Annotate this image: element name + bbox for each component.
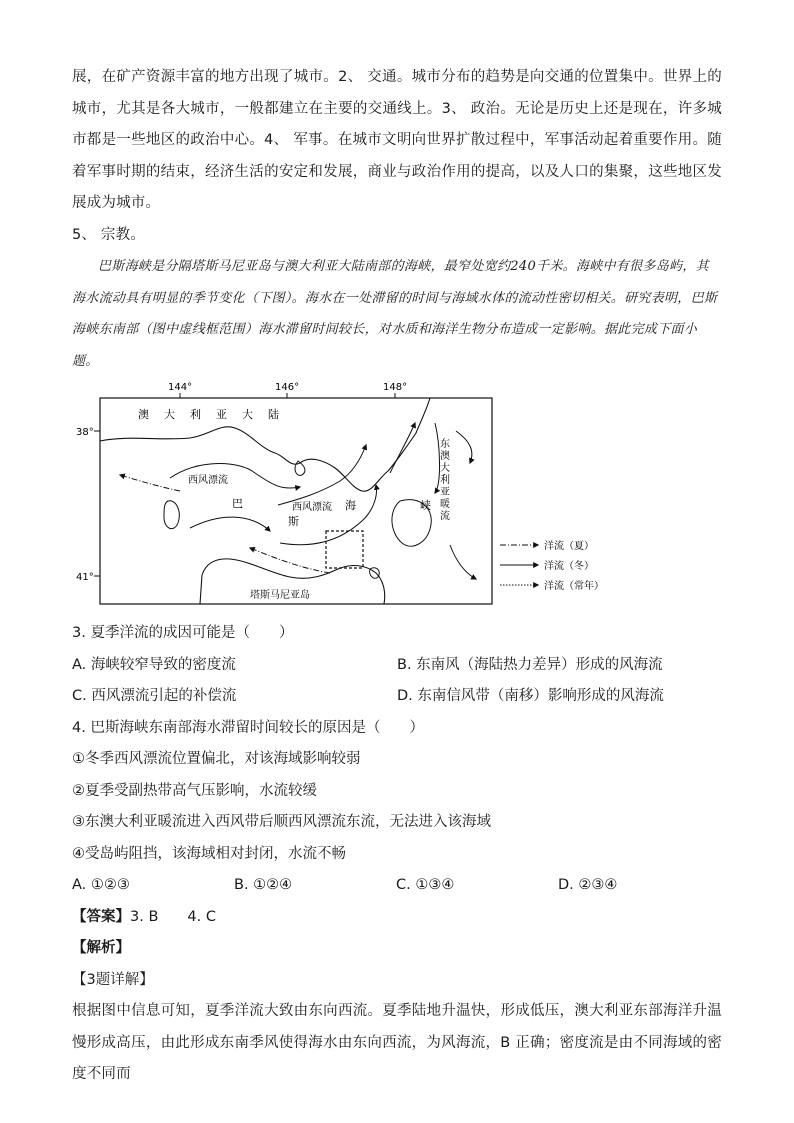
paragraph-religion: 5、 宗教。 bbox=[72, 226, 146, 243]
legend-year-round: 洋流（常年） bbox=[544, 581, 604, 592]
map-svg bbox=[76, 382, 650, 618]
west-wind-drift-label: 西风漂流 bbox=[292, 502, 332, 513]
answer-text: 3. B 4. C bbox=[130, 908, 216, 925]
q4-options bbox=[72, 870, 722, 902]
svg-text:澳: 澳 bbox=[440, 451, 450, 462]
strait-char: 海 bbox=[345, 499, 356, 512]
bass-strait-map bbox=[76, 382, 604, 618]
q4-option-c[interactable]: C. ①③④ bbox=[396, 877, 455, 893]
answer-line bbox=[72, 902, 722, 934]
detail-label: 【3题详解】 bbox=[72, 971, 154, 988]
east-australian-current-label bbox=[440, 437, 450, 522]
q3-option-d[interactable]: D. 东南信风带（南移）影响形成的风海流 bbox=[397, 688, 664, 704]
svg-text:流: 流 bbox=[440, 511, 450, 522]
strait-char: 斯 bbox=[288, 515, 299, 528]
lon-label: 146° bbox=[275, 382, 300, 393]
map-legend bbox=[500, 539, 604, 592]
q3-options-row1 bbox=[72, 650, 722, 682]
document-page bbox=[72, 62, 722, 1091]
svg-text:东: 东 bbox=[440, 439, 450, 450]
q4-statement-3: ③东澳大利亚暖流进入西风带后顺西风漂流东流，无法进入该海域 bbox=[72, 814, 491, 830]
strait-char: 巴 bbox=[232, 497, 243, 510]
svg-text:暖: 暖 bbox=[440, 499, 450, 510]
lon-label: 144° bbox=[168, 382, 193, 393]
q3-option-a[interactable]: A. 海峡较窄导致的密度流 bbox=[72, 656, 236, 673]
answer-label: 【答案】 bbox=[72, 908, 130, 925]
svg-text:利: 利 bbox=[440, 475, 450, 486]
lat-label: 41° bbox=[76, 572, 94, 583]
svg-text:亚: 亚 bbox=[440, 487, 450, 498]
map-frame bbox=[100, 398, 492, 604]
svg-text:大: 大 bbox=[440, 463, 450, 474]
legend-winter: 洋流（冬） bbox=[544, 561, 594, 572]
q3-option-c[interactable]: C. 西风漂流引起的补偿流 bbox=[72, 688, 237, 704]
lon-label: 148° bbox=[383, 382, 408, 393]
paragraph-cities: 展，在矿产资源丰富的地方出现了城市。2、 交通。城市分布的趋势是向交通的位置集中。世界上的城市，尤其是各大城市，一般都建立在主要的交通线上。3、 政治。无论是历史上还是现在，许多城市都是一些地区的政治中心。4、 军事。在城市文明向世界扩散过程中，军事活动起着重要作用。随着军事时期的结束，经济生活的安定和发展，商业与政治作用的提高，以及人口的集聚，这些地区发展成为城市。 bbox=[72, 69, 722, 211]
q4-statement-4: ④受岛屿阻挡，该海域相对封闭，水流不畅 bbox=[72, 845, 346, 862]
q4-statement-1: ①冬季西风漂流位置偏北，对该海域影响较弱 bbox=[72, 751, 361, 767]
detail-text: 根据图中信息可知，夏季洋流大致由东向西流。夏季陆地升温快，形成低压，澳大利亚东部海洋升温慢形成高压，由此形成东南季风使得海水由东向西流，为风海流，B 正确；密度流是由不同海域的密度不同而 bbox=[72, 1003, 722, 1082]
mainland-label: 澳 大 利 亚 大 陆 bbox=[138, 408, 281, 421]
analysis-label: 【解析】 bbox=[72, 940, 130, 956]
tasmania-label: 塔斯马尼亚岛 bbox=[250, 590, 310, 601]
lat-label: 38° bbox=[76, 427, 94, 438]
q4-option-b[interactable]: B. ①②④ bbox=[234, 877, 293, 893]
q3-option-b[interactable]: B. 东南风（海陆热力差异）形成的风海流 bbox=[397, 656, 663, 673]
q4-option-a[interactable]: A. ①②③ bbox=[72, 877, 130, 893]
q4-option-d[interactable]: D. ②③④ bbox=[558, 877, 618, 893]
west-wind-drift-label: 西风漂流 bbox=[188, 475, 228, 486]
q3-options-row2 bbox=[72, 681, 722, 713]
legend-summer: 洋流（夏） bbox=[544, 541, 594, 552]
q3-stem: 3. 夏季洋流的成因可能是（ ） bbox=[72, 625, 294, 641]
q4-statement-2: ②夏季受副热带高气压影响，水流较缓 bbox=[72, 782, 317, 799]
strait-char: 峡 bbox=[420, 499, 431, 512]
q4-stem: 4. 巴斯海峡东南部海水滞留时间较长的原因是（ ） bbox=[72, 719, 424, 736]
question-intro: 巴斯海峡是分隔塔斯马尼亚岛与澳大利亚大陆南部的海峡，最窄处宽约240千米。海峡中有很多岛屿，其海水流动具有明显的季节变化（下图）。海水在一处滞留的时间与海域水体的流动性密切相关。研究表明，巴斯海峡东南部（图中虚线框范围）海水滞留时间较长，对水质和海洋生物分布造成一定影响。据此完成下面小题。 bbox=[72, 259, 718, 369]
